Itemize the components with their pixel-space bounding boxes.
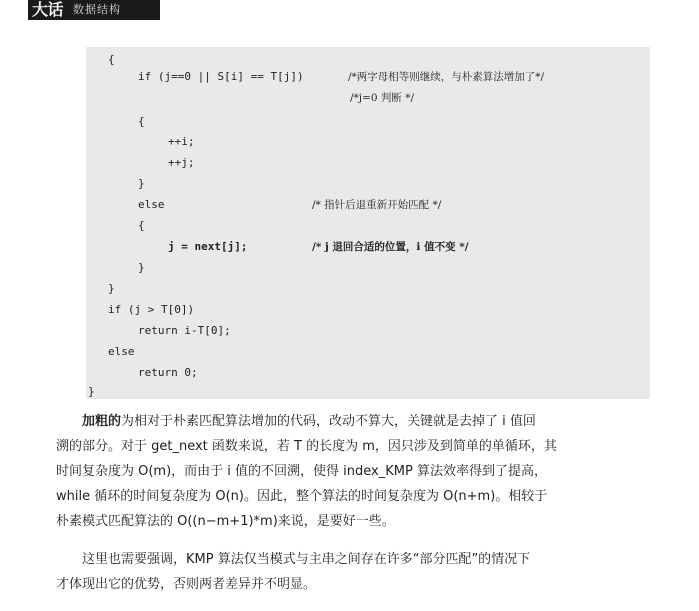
code-close-brace-3: }: [138, 261, 145, 274]
code-if-return: if (j > T[0]): [108, 303, 195, 316]
code-close-brace-1: }: [108, 282, 115, 295]
code-if-comment-text: /*两字母相等则继续，与朴素算法增加了*/: [348, 71, 545, 83]
book-section-title: 数据结构: [73, 3, 122, 16]
paragraph-text: 为相对于朴素匹配算法增加的代码，改动不算大，关键就是去掉了 i 值回: [121, 414, 536, 429]
paragraph-line: 时间复杂度为 O(m)，而由于 i 值的不回溯，使得 index_KMP 算法效率得到了提高，: [56, 464, 547, 479]
paragraph-line: 溯的部分。对于 get_next 函数来说，若 T 的长度为 m，因只涉及到简单的单循环，其: [56, 439, 557, 454]
code-return-index: return i-T[0];: [138, 324, 231, 337]
code-else-comment: [312, 198, 441, 212]
code-next-comment-text: /* j 退回合适的位置，i 值不变 */: [312, 241, 469, 253]
code-if-text: if (j==0 || S[i] == T[j]): [138, 70, 304, 83]
code-else-comment-text: /* 指针后退重新开始匹配 */: [312, 199, 442, 211]
code-open-brace-2: {: [138, 115, 145, 128]
code-next-assign: [168, 240, 247, 254]
code-next-assign-text: j = next[j];: [168, 240, 248, 253]
code-increment-i: ++i;: [168, 135, 195, 148]
code-else: else: [138, 198, 165, 211]
paragraph-line: [56, 409, 656, 434]
code-close-brace-2: }: [138, 177, 145, 190]
book-header: [28, 0, 160, 20]
explanation-paragraph: [56, 409, 656, 534]
code-close-brace-outer: }: [88, 385, 95, 398]
bold-emphasis: 加粗的: [82, 414, 122, 429]
code-block: [86, 47, 650, 399]
book-brand: 大话: [32, 0, 64, 19]
paragraph-line: while 循环的时间复杂度为 O(n)。因此，整个算法的时间复杂度为 O(n+m)。相较于: [56, 489, 548, 504]
paragraph-line: 这里也需要强调，KMP 算法仅当模式与主串之间存在许多“部分匹配”的情况下: [82, 552, 531, 567]
code-if-condition: [138, 70, 304, 84]
code-open-brace: {: [108, 53, 115, 66]
code-increment-j: ++j;: [168, 156, 195, 169]
code-open-brace-3: {: [138, 219, 145, 232]
paragraph-line: 朴素模式匹配算法的 O((n−m+1)*m)来说，是要好一些。: [56, 514, 395, 529]
code-if-comment-text-2: /*j=0 判断 */: [350, 92, 414, 104]
code-if-comment-continued: [350, 91, 414, 105]
code-else-2: else: [108, 345, 135, 358]
code-return-zero: return 0;: [138, 366, 198, 379]
code-if-comment: [348, 70, 544, 84]
emphasis-paragraph: [56, 547, 656, 597]
paragraph-line: 才体现出它的优势，否则两者差异并不明显。: [56, 577, 317, 592]
code-next-comment: [312, 240, 469, 254]
